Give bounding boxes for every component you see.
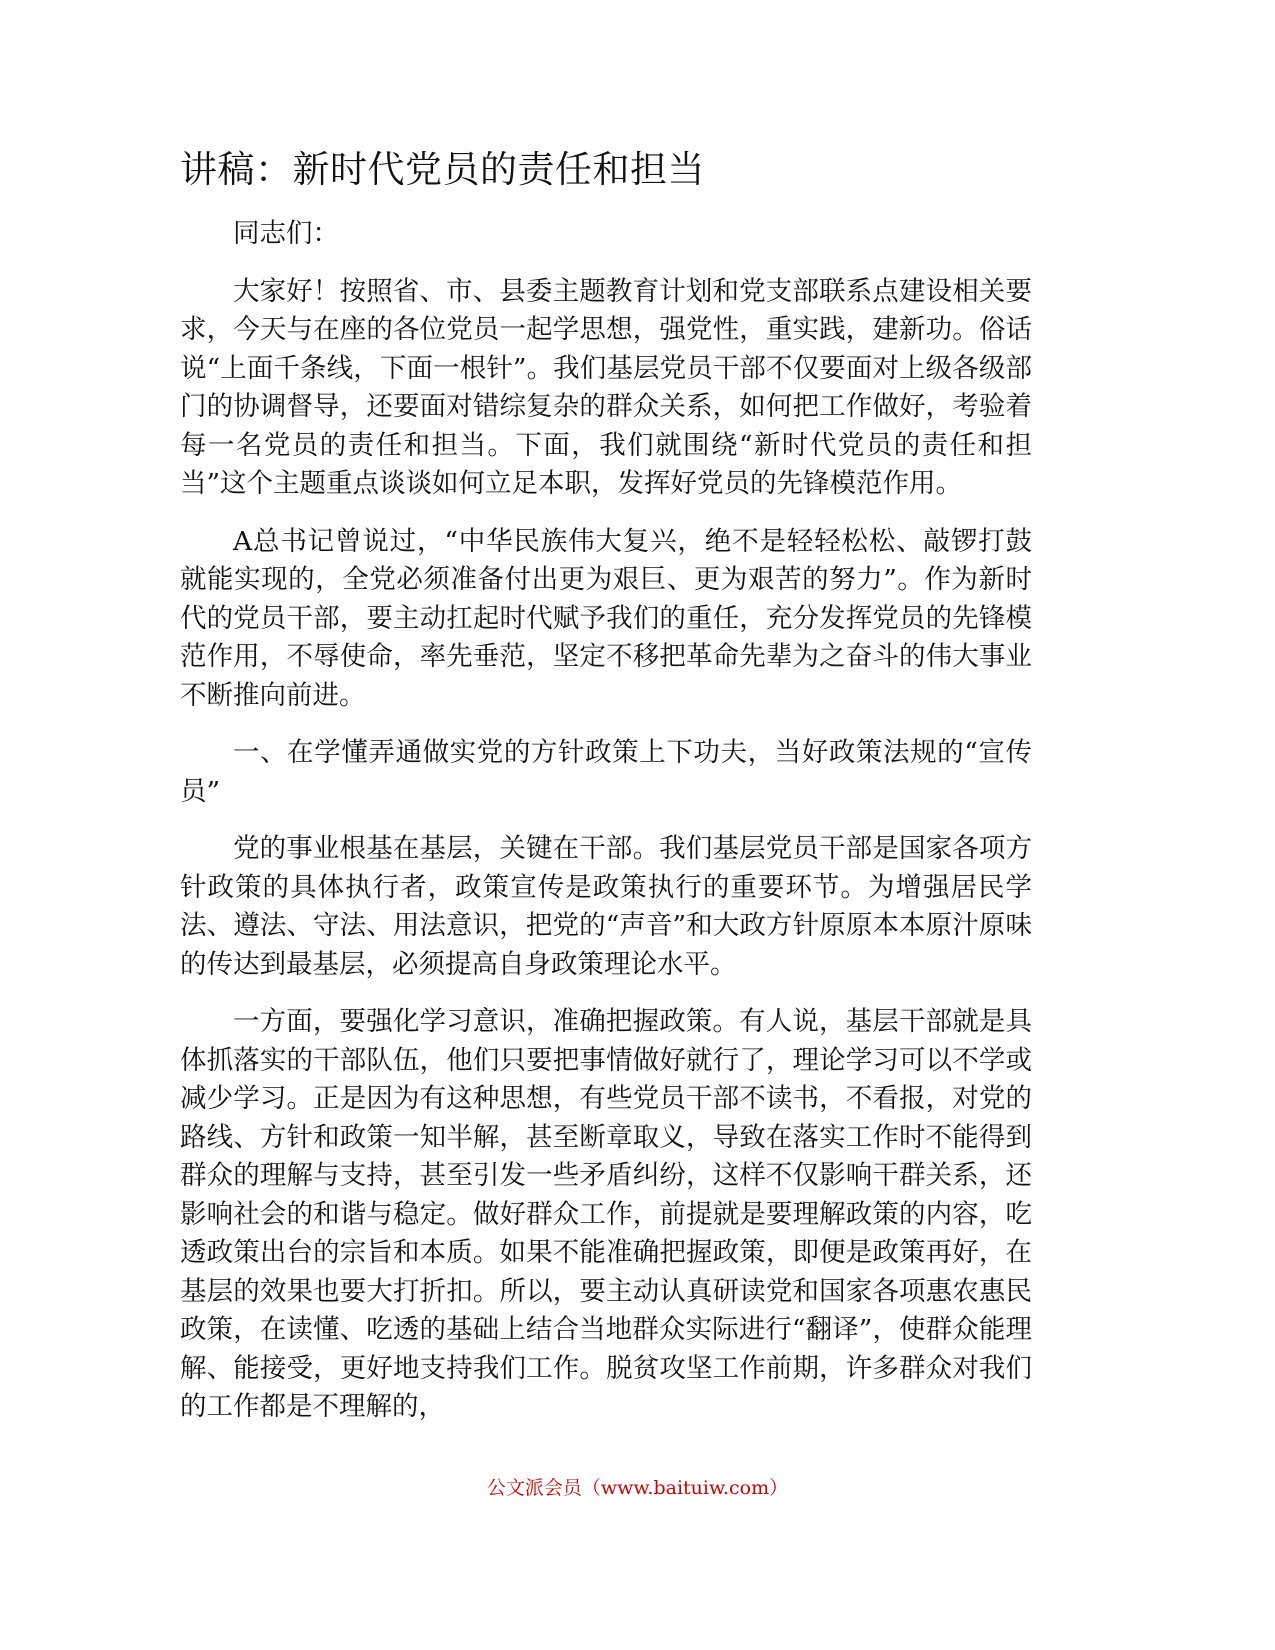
footer-watermark: 公文派会员（www.baituiw.com） — [486, 1477, 789, 1499]
paragraph-quote: A总书记曾说过，“中华民族伟大复兴，绝不是轻轻松松、敲锣打鼓就能实现的，全党必须准备付出更为艰巨、更为艰苦的努力”。作为新时代的党员干部，要主动扛起时代赋予我们的重任，充分发挥党员的先锋模范作用，不辱使命，率先垂范，坚定不移把革命先辈为之奋斗的伟大事业不断推向前进。 — [180, 525, 1032, 711]
paragraph-foundation: 党的事业根基在基层，关键在干部。我们基层党员干部是国家各项方针政策的具体执行者，政策宣传是政策执行的重要环节。为增强居民学法、遵法、守法、用法意识，把党的“声音”和大政方针原原本本原汁原味的传达到最基层，必须提高自身政策理论水平。 — [180, 833, 1032, 980]
salutation: 同志们： — [233, 218, 339, 249]
paragraph-study: 一方面，要强化学习意识，准确把握政策。有人说，基层干部就是具体抓落实的干部队伍，他们只要把事情做好就行了，理论学习可以不学或减少学习。正是因为有这种思想，有些党员干部不读书，不看报，对党的路线、方针和政策一知半解，甚至断章取义，导致在落实工作时不能得到群众的理解与支持，甚至引发一些矛盾纠纷，这样不仅影响干群关系，还影响社会的和谐与稳定。做好群众工作，前提就是要理解政策的内容，吃透政策出台的宗旨和本质。如果不能准确把握政策，即便是政策再好，在基层的效果也要大打折扣。所以，要主动认真研读党和国家各项惠农惠民政策，在读懂、吃透的基础上结合当地群众实际进行“翻译”，使群众能理解、能接受，更好地支持我们工作。脱贫攻坚工作前期，许多群众对我们的工作都是不理解的， — [180, 1006, 1032, 1422]
document-title: 讲稿：新时代党员的责任和担当 — [180, 148, 705, 191]
document-page — [180, 145, 1032, 1446]
section-heading-1: 一、在学懂弄通做实党的方针政策上下功夫，当好政策法规的“宣传员” — [180, 737, 1032, 807]
paragraph-intro: 大家好！按照省、市、县委主题教育计划和党支部联系点建设相关要求，今天与在座的各位党员一起学思想，强党性，重实践，建新功。俗话说“上面千条线，下面一根针”。我们基层党员干部不仅要面对上级各级部门的协调督导，还要面对错综复杂的群众关系，如何把工作做好，考验着每一名党员的责任和担当。下面，我们就围绕“新时代党员的责任和担当”这个主题重点谈谈如何立足本职，发挥好党员的先锋模范作用。 — [180, 275, 1032, 499]
